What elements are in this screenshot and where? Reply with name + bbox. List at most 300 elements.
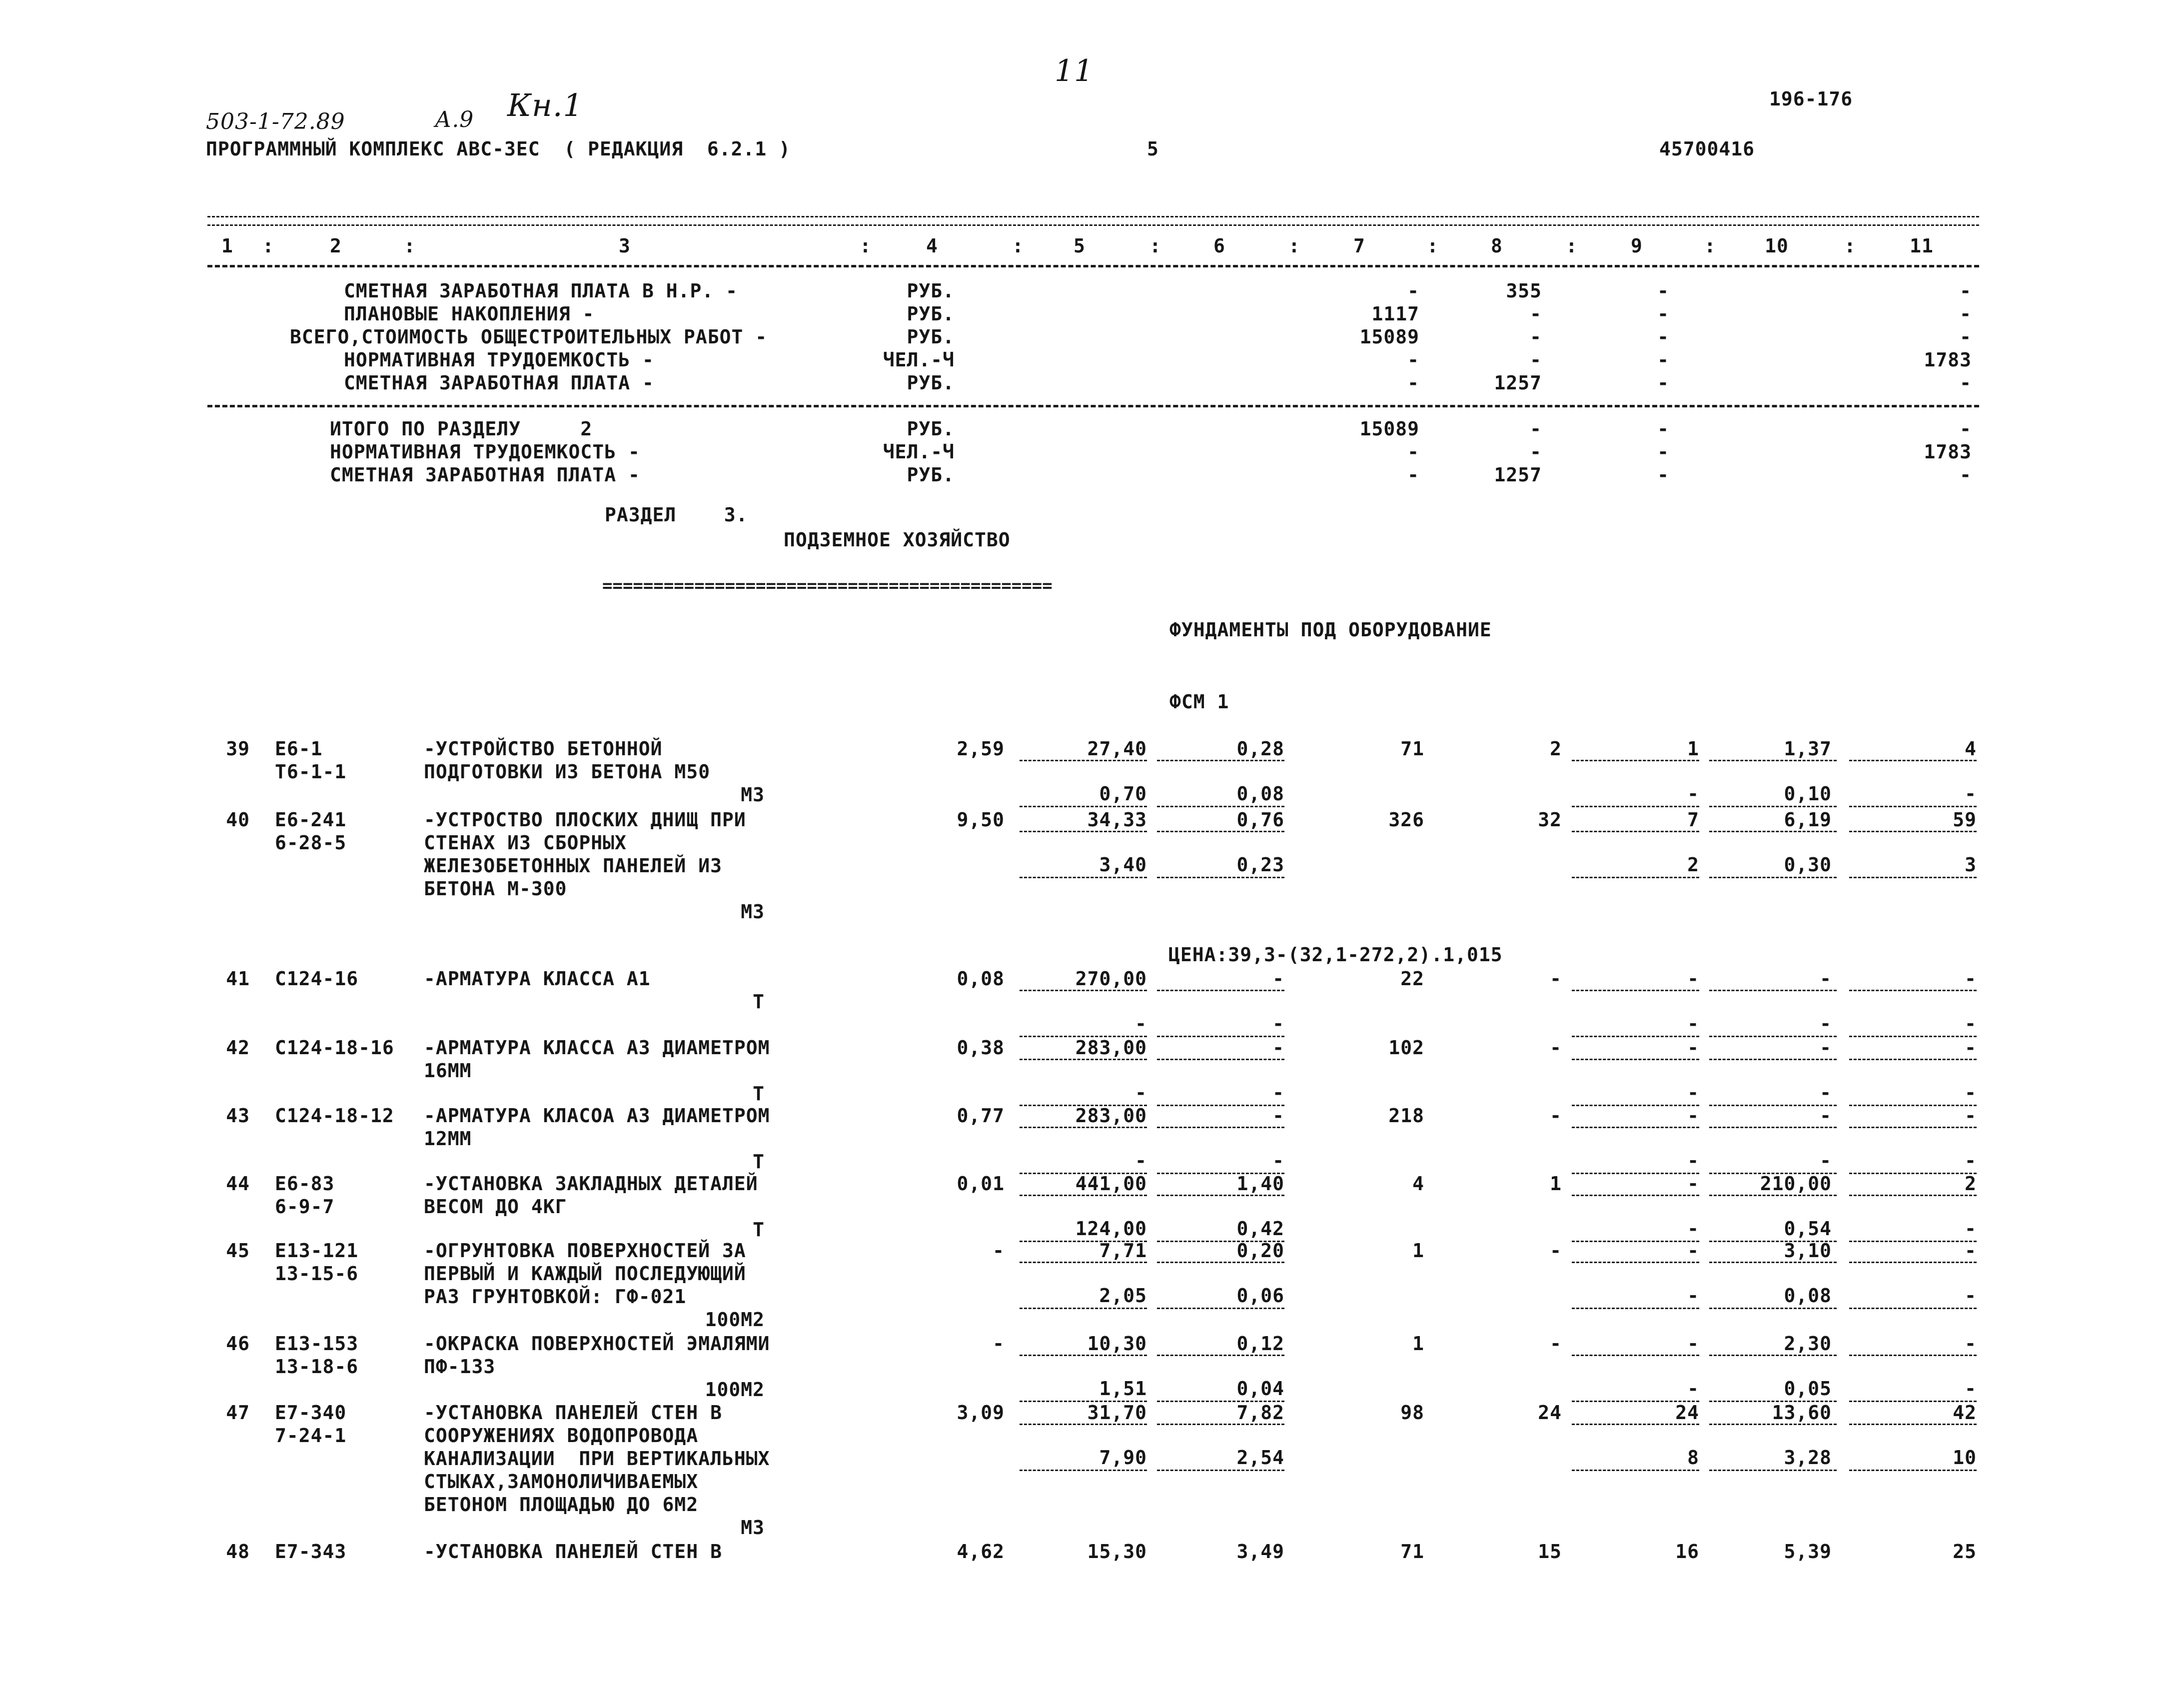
header-bottom-rule — [207, 265, 1979, 267]
subtotal-rule — [1572, 877, 1699, 878]
price-note: ЦЕНА:39,3-(32,1-272,2).1,015 — [1168, 944, 1503, 966]
item-c7: 4 — [1412, 1173, 1424, 1195]
item-description: СТЫКАХ,ЗАМОНОЛИЧИВАЕМЫХ — [424, 1471, 699, 1493]
subtotal-rule — [1849, 1262, 1977, 1263]
subtotal-rule — [1849, 877, 1977, 878]
subtotal-rule — [1157, 1401, 1284, 1402]
subtotal-rule — [1157, 1127, 1284, 1128]
item-c8: - — [1550, 968, 1562, 990]
item-c11: - — [1965, 1037, 1977, 1059]
item-sub-c10: - — [1820, 1013, 1832, 1035]
item-c4: 0,01 — [957, 1173, 1005, 1195]
header-top-rule — [207, 216, 1979, 226]
item-sub-c9: - — [1687, 1218, 1699, 1240]
item-description: 12ММ — [424, 1128, 472, 1150]
summary-col8: 1257 — [1494, 372, 1542, 394]
item-c8: 32 — [1538, 809, 1562, 831]
item-c5: 441,00 — [1075, 1173, 1147, 1195]
item-c7: 326 — [1388, 809, 1424, 831]
subtotal-rule — [1849, 1173, 1977, 1174]
subtotal-rule — [1849, 806, 1977, 807]
subtotal-rule — [1572, 1262, 1699, 1263]
item-c10: 1,37 — [1784, 738, 1832, 760]
subtotal-rule — [1572, 990, 1699, 991]
subtotal-rule — [1849, 1036, 1977, 1037]
item-c11: 42 — [1953, 1402, 1977, 1424]
summary-col7: - — [1407, 441, 1419, 463]
subtotal-rule — [1157, 1036, 1284, 1037]
item-sub-c10: 0,54 — [1784, 1218, 1832, 1240]
subtotal-rule — [1020, 1308, 1147, 1309]
summary-col7: 15089 — [1359, 418, 1419, 440]
subtotal-rule — [1572, 831, 1699, 832]
item-c5: 27,40 — [1087, 738, 1147, 760]
album-label: А.9 — [435, 107, 474, 132]
item-c9: - — [1687, 1105, 1699, 1127]
summary-col9: - — [1657, 441, 1669, 463]
subtotal-rule — [1020, 760, 1147, 761]
subtotal-rule — [1020, 1173, 1147, 1174]
summary-label: СМЕТНАЯ ЗАРАБОТНАЯ ПЛАТА - — [330, 464, 640, 486]
item-sub-c11: - — [1965, 1285, 1977, 1307]
subtotal-rule — [1020, 1355, 1147, 1356]
subtotal-rule — [1572, 806, 1699, 807]
subtotal-rule — [1020, 1401, 1147, 1402]
subtotal-rule — [1709, 1241, 1837, 1242]
doc-code: 503-1-72.89 — [206, 109, 345, 134]
item-c4: 0,38 — [957, 1037, 1005, 1059]
subtotal-rule — [1572, 1424, 1699, 1425]
column-separator: : — [1566, 235, 1578, 257]
page-number: 11 — [1055, 53, 1094, 88]
item-c4: 0,08 — [957, 968, 1005, 990]
item-code: 13-15-6 — [275, 1263, 359, 1285]
item-sub-c10: 0,05 — [1784, 1378, 1832, 1400]
summary-unit: РУБ. — [907, 326, 955, 348]
item-c9: 24 — [1675, 1402, 1699, 1424]
item-unit: Т — [753, 991, 765, 1013]
item-c5: 270,00 — [1075, 968, 1147, 990]
item-sub-c5: 0,70 — [1099, 783, 1147, 805]
summary-col7: - — [1407, 349, 1419, 371]
item-c5: 283,00 — [1075, 1037, 1147, 1059]
subtotal-rule — [1020, 1059, 1147, 1060]
subtotal-rule — [1157, 1105, 1284, 1106]
item-sub-c10: 0,10 — [1784, 783, 1832, 805]
item-c10: - — [1820, 1037, 1832, 1059]
column-separator: : — [1427, 235, 1439, 257]
subtotal-rule — [1572, 1036, 1699, 1037]
item-number: 47 — [226, 1402, 250, 1424]
item-c4: 9,50 — [957, 809, 1005, 831]
subtotal-rule — [1709, 1262, 1837, 1263]
item-code: Е7-343 — [275, 1541, 347, 1563]
item-number: 43 — [226, 1105, 250, 1127]
item-description: -УСТРОЙСТВО БЕТОННОЙ — [424, 738, 663, 760]
item-sub-c10: 3,28 — [1784, 1447, 1832, 1469]
subtotal-rule — [1157, 1059, 1284, 1060]
item-c9: 1 — [1687, 738, 1699, 760]
item-c4: 4,62 — [957, 1541, 1005, 1563]
item-sub-c6: 0,06 — [1236, 1285, 1284, 1307]
subtotal-rule — [1709, 1127, 1837, 1128]
subtotal-rule — [1157, 1195, 1284, 1196]
item-sub-c6: - — [1272, 1082, 1284, 1104]
summary-col7: - — [1407, 280, 1419, 302]
item-description: -АРМАТУРА КЛАСОА А3 ДИАМЕТРОМ — [424, 1105, 770, 1127]
summary-col11: - — [1960, 372, 1972, 394]
subtotal-rule — [1020, 990, 1147, 991]
item-description: БЕТОНА М-300 — [424, 878, 567, 900]
item-c10: - — [1820, 1105, 1832, 1127]
item-c6: 0,28 — [1236, 738, 1284, 760]
column-separator: : — [1704, 235, 1716, 257]
item-sub-c6: 0,08 — [1236, 783, 1284, 805]
item-c10: 3,10 — [1784, 1240, 1832, 1262]
item-sub-c5: 3,40 — [1099, 854, 1147, 876]
item-code: Е6-83 — [275, 1173, 335, 1195]
column-number: 3 — [619, 235, 631, 257]
item-description: СТЕНАХ ИЗ СБОРНЫХ — [424, 832, 627, 854]
item-sub-c11: 10 — [1953, 1447, 1977, 1469]
item-description: КАНАЛИЗАЦИИ ПРИ ВЕРТИКАЛЬНЫХ — [424, 1448, 770, 1470]
column-separator: : — [1844, 235, 1856, 257]
subtotal-rule — [1572, 760, 1699, 761]
item-sub-c10: - — [1820, 1150, 1832, 1172]
subtotal-rule — [1020, 1424, 1147, 1425]
item-sub-c9: - — [1687, 1082, 1699, 1104]
subtotal-rule — [1572, 1401, 1699, 1402]
column-number: 6 — [1213, 235, 1225, 257]
item-description: СООРУЖЕНИЯХ ВОДОПРОВОДА — [424, 1425, 699, 1447]
item-sub-c10: - — [1820, 1082, 1832, 1104]
item-sub-c5: 7,90 — [1099, 1447, 1147, 1469]
subtotal-rule — [1157, 806, 1284, 807]
section-label: РАЗДЕЛ 3. — [605, 504, 748, 526]
item-c6: - — [1272, 1105, 1284, 1127]
item-c7: 102 — [1388, 1037, 1424, 1059]
item-c11: 2 — [1965, 1173, 1977, 1195]
item-code: Е13-121 — [275, 1240, 359, 1262]
item-c4: 2,59 — [957, 738, 1005, 760]
summary-col11: - — [1960, 418, 1972, 440]
subtotal-rule — [1709, 1059, 1837, 1060]
summary-unit: ЧЕЛ.-Ч — [883, 349, 955, 371]
item-c4: - — [993, 1240, 1005, 1262]
item-c11: - — [1965, 1240, 1977, 1262]
item-c6: 0,12 — [1236, 1333, 1284, 1355]
subtotal-rule — [1020, 831, 1147, 832]
item-sub-c10: 0,30 — [1784, 854, 1832, 876]
subtotal-rule — [1020, 1195, 1147, 1196]
item-description: -УСТАНОВКА ЗАКЛАДНЫХ ДЕТАЛЕЙ — [424, 1173, 758, 1195]
subtotal-rule — [1157, 1262, 1284, 1263]
item-description: ЖЕЛЕЗОБЕТОННЫХ ПАНЕЛЕЙ ИЗ — [424, 855, 722, 877]
item-c5: 7,71 — [1099, 1240, 1147, 1262]
object-label: ФСМ 1 — [1169, 691, 1229, 713]
item-sub-c5: 124,00 — [1075, 1218, 1147, 1240]
item-c10: 13,60 — [1772, 1402, 1832, 1424]
item-sub-c11: - — [1965, 1013, 1977, 1035]
item-sub-c9: 8 — [1687, 1447, 1699, 1469]
subtotal-rule — [1709, 1308, 1837, 1309]
item-sub-c6: 0,23 — [1236, 854, 1284, 876]
column-number: 11 — [1910, 235, 1934, 257]
subtotal-rule — [1020, 806, 1147, 807]
item-c6: - — [1272, 1037, 1284, 1059]
summary-col7: 15089 — [1359, 326, 1419, 348]
item-c4: 3,09 — [957, 1402, 1005, 1424]
item-c11: - — [1965, 968, 1977, 990]
item-c9: - — [1687, 968, 1699, 990]
item-code: С124-16 — [275, 968, 359, 990]
summary-col9: - — [1657, 326, 1669, 348]
item-sub-c6: - — [1272, 1013, 1284, 1035]
summary-col8: 355 — [1506, 280, 1542, 302]
subtotal-rule — [1020, 1241, 1147, 1242]
summary-col11: - — [1960, 464, 1972, 486]
item-c7: 1 — [1412, 1240, 1424, 1262]
subtotal-rule — [1572, 1355, 1699, 1356]
subtotal-rule — [1849, 1355, 1977, 1356]
summary-col11: - — [1960, 326, 1972, 348]
item-c9: 16 — [1675, 1541, 1699, 1563]
subtotal-rule — [1849, 1401, 1977, 1402]
program-line: ПРОГРАММНЫЙ КОМПЛЕКС АВС-ЗЕС ( РЕДАКЦИЯ 6.2.1 ) — [206, 138, 791, 160]
item-c5: 15,30 — [1087, 1541, 1147, 1563]
item-sub-c11: - — [1965, 1378, 1977, 1400]
subtotal-rule — [1709, 1105, 1837, 1106]
item-code: 7-24-1 — [275, 1425, 347, 1447]
subtotal-rule — [1572, 1195, 1699, 1196]
item-c11: 59 — [1953, 809, 1977, 831]
summary-col7: - — [1407, 372, 1419, 394]
item-c5: 34,33 — [1087, 809, 1147, 831]
item-c6: 0,20 — [1236, 1240, 1284, 1262]
item-description: БЕТОНОМ ПЛОЩАДЬЮ ДО 6М2 — [424, 1494, 699, 1516]
item-sub-c11: - — [1965, 1082, 1977, 1104]
item-c8: - — [1550, 1037, 1562, 1059]
item-c5: 283,00 — [1075, 1105, 1147, 1127]
item-c8: 24 — [1538, 1402, 1562, 1424]
subtotal-rule — [1157, 1424, 1284, 1425]
item-description: -УСТАНОВКА ПАНЕЛЕЙ СТЕН В — [424, 1402, 722, 1424]
section-double-rule: ============================================ — [602, 576, 1053, 596]
item-code: Е6-241 — [275, 809, 347, 831]
item-sub-c6: 2,54 — [1236, 1447, 1284, 1469]
item-code: 6-28-5 — [275, 832, 347, 854]
summary-unit: РУБ. — [907, 418, 955, 440]
column-separator: : — [262, 235, 274, 257]
item-sub-c5: - — [1135, 1150, 1147, 1172]
item-code: Е13-153 — [275, 1333, 359, 1355]
subtotal-rule — [1020, 877, 1147, 878]
subtotal-rule — [1709, 760, 1837, 761]
item-sub-c11: - — [1965, 783, 1977, 805]
item-c9: - — [1687, 1173, 1699, 1195]
item-c11: - — [1965, 1105, 1977, 1127]
item-c11: - — [1965, 1333, 1977, 1355]
summary-col8: 1257 — [1494, 464, 1542, 486]
subtotal-rule — [1572, 1105, 1699, 1106]
item-number: 39 — [226, 738, 250, 760]
item-c8: - — [1550, 1105, 1562, 1127]
item-sub-c5: - — [1135, 1013, 1147, 1035]
item-number: 42 — [226, 1037, 250, 1059]
item-description: РАЗ ГРУНТОВКОЙ: ГФ-021 — [424, 1286, 687, 1308]
item-c5: 31,70 — [1087, 1402, 1147, 1424]
summary-col11: - — [1960, 303, 1972, 325]
item-sub-c5: - — [1135, 1082, 1147, 1104]
item-description: -АРМАТУРА КЛАССА А1 — [424, 968, 651, 990]
sheet-range: 196-176 — [1769, 88, 1853, 110]
summary-label: НОРМАТИВНАЯ ТРУДОЕМКОСТЬ - — [344, 349, 654, 371]
subtotal-rule — [1020, 1036, 1147, 1037]
item-sub-c6: 0,04 — [1236, 1378, 1284, 1400]
subtotal-rule — [1572, 1173, 1699, 1174]
item-sub-c11: - — [1965, 1218, 1977, 1240]
item-code: Е6-1 — [275, 738, 323, 760]
item-sub-c9: - — [1687, 1013, 1699, 1035]
item-c9: 7 — [1687, 809, 1699, 831]
item-unit: Т — [753, 1083, 765, 1105]
item-c9: - — [1687, 1037, 1699, 1059]
item-unit: 100М2 — [705, 1379, 765, 1401]
summary-label: ВСЕГО,СТОИМОСТЬ ОБЩЕСТРОИТЕЛЬНЫХ РАБОТ - — [290, 326, 768, 348]
item-code: Е7-340 — [275, 1402, 347, 1424]
item-sub-c9: - — [1687, 1150, 1699, 1172]
subtotal-rule — [1020, 1127, 1147, 1128]
subtotal-rule — [1709, 806, 1837, 807]
book-label: Кн.1 — [507, 87, 583, 123]
subtotal-rule — [1849, 990, 1977, 991]
summary-label: ИТОГО ПО РАЗДЕЛУ 2 — [330, 418, 593, 440]
summary-label: НОРМАТИВНАЯ ТРУДОЕМКОСТЬ - — [330, 441, 640, 463]
order-number: 45700416 — [1659, 138, 1755, 160]
subtotal-rule — [1572, 1470, 1699, 1471]
item-description: -ОКРАСКА ПОВЕРХНОСТЕЙ ЭМАЛЯМИ — [424, 1333, 770, 1355]
item-description: ПОДГОТОВКИ ИЗ БЕТОНА М50 — [424, 761, 711, 783]
subtotal-rule — [1157, 1308, 1284, 1309]
item-c7: 218 — [1388, 1105, 1424, 1127]
summary-col8: - — [1530, 326, 1542, 348]
item-unit: Т — [753, 1151, 765, 1173]
item-c8: 15 — [1538, 1541, 1562, 1563]
item-sub-c9: 2 — [1687, 854, 1699, 876]
item-c10: 6,19 — [1784, 809, 1832, 831]
column-separator: : — [860, 235, 872, 257]
column-number: 4 — [926, 235, 938, 257]
item-c7: 71 — [1400, 1541, 1424, 1563]
item-number: 46 — [226, 1333, 250, 1355]
item-number: 45 — [226, 1240, 250, 1262]
item-code: Т6-1-1 — [275, 761, 347, 783]
item-c9: - — [1687, 1240, 1699, 1262]
item-sub-c5: 2,05 — [1099, 1285, 1147, 1307]
item-number: 41 — [226, 968, 250, 990]
subtotal-rule — [1709, 1036, 1837, 1037]
item-c8: - — [1550, 1240, 1562, 1262]
summary-unit: РУБ. — [907, 372, 955, 394]
item-description: ПФ-133 — [424, 1356, 496, 1378]
item-c7: 1 — [1412, 1333, 1424, 1355]
item-code: С124-18-12 — [275, 1105, 394, 1127]
subtotal-rule — [1157, 1355, 1284, 1356]
item-c4: 0,77 — [957, 1105, 1005, 1127]
item-c7: 71 — [1400, 738, 1424, 760]
subtotal-rule — [1157, 1470, 1284, 1471]
subtotal-rule — [1020, 1262, 1147, 1263]
column-number: 1 — [221, 235, 233, 257]
summary-col8: - — [1530, 418, 1542, 440]
item-c7: 22 — [1400, 968, 1424, 990]
item-sub-c9: - — [1687, 1378, 1699, 1400]
item-c10: - — [1820, 968, 1832, 990]
item-c6: - — [1272, 968, 1284, 990]
item-unit: 100М2 — [705, 1309, 765, 1331]
summary-unit: РУБ. — [907, 303, 955, 325]
subtotal-rule — [1709, 1424, 1837, 1425]
column-separator: : — [1012, 235, 1024, 257]
item-c8: 2 — [1550, 738, 1562, 760]
subtotal-rule — [1157, 831, 1284, 832]
subtotal-rule — [1709, 1401, 1837, 1402]
item-c4: - — [993, 1333, 1005, 1355]
item-number: 40 — [226, 809, 250, 831]
item-description: ПЕРВЫЙ И КАЖДЫЙ ПОСЛЕДУЮЩИЙ — [424, 1263, 746, 1285]
subtotal-rule — [1849, 1059, 1977, 1060]
column-separator: : — [404, 235, 416, 257]
summary-col8: - — [1530, 303, 1542, 325]
summary-col9: - — [1657, 418, 1669, 440]
subtotal-rule — [1157, 760, 1284, 761]
subtotal-rule — [1572, 1127, 1699, 1128]
subtotal-rule — [1709, 1173, 1837, 1174]
item-sub-c11: - — [1965, 1150, 1977, 1172]
subtotal-rule — [1709, 877, 1837, 878]
section-title: ПОДЗЕМНОЕ ХОЗЯЙСТВО — [784, 529, 1011, 551]
summary-col8: - — [1530, 349, 1542, 371]
item-unit: Т — [753, 1219, 765, 1241]
subtotal-rule — [1709, 1195, 1837, 1196]
item-c7: 98 — [1400, 1402, 1424, 1424]
subtotal-rule — [1849, 1127, 1977, 1128]
item-sub-c6: 0,42 — [1236, 1218, 1284, 1240]
column-number: 7 — [1353, 235, 1365, 257]
summary-col7: - — [1407, 464, 1419, 486]
summary-col9: - — [1657, 349, 1669, 371]
column-number: 10 — [1765, 235, 1789, 257]
subtotal-rule — [1849, 1105, 1977, 1106]
subtotal-rule — [1572, 1241, 1699, 1242]
subtotal-rule — [1849, 1424, 1977, 1425]
item-sub-c9: - — [1687, 1285, 1699, 1307]
column-number: 8 — [1491, 235, 1503, 257]
item-c10: 5,39 — [1784, 1541, 1832, 1563]
subtotal-rule — [1849, 831, 1977, 832]
column-number: 2 — [330, 235, 342, 257]
column-number: 9 — [1631, 235, 1643, 257]
summary-col11: - — [1960, 280, 1972, 302]
subtotal-rule — [1020, 1470, 1147, 1471]
subtotal-rule — [1849, 1470, 1977, 1471]
item-c9: - — [1687, 1333, 1699, 1355]
item-c6: 7,82 — [1236, 1402, 1284, 1424]
item-unit: М3 — [741, 784, 765, 806]
summary-unit: РУБ. — [907, 464, 955, 486]
item-c8: - — [1550, 1333, 1562, 1355]
subtotal-rule — [1849, 760, 1977, 761]
